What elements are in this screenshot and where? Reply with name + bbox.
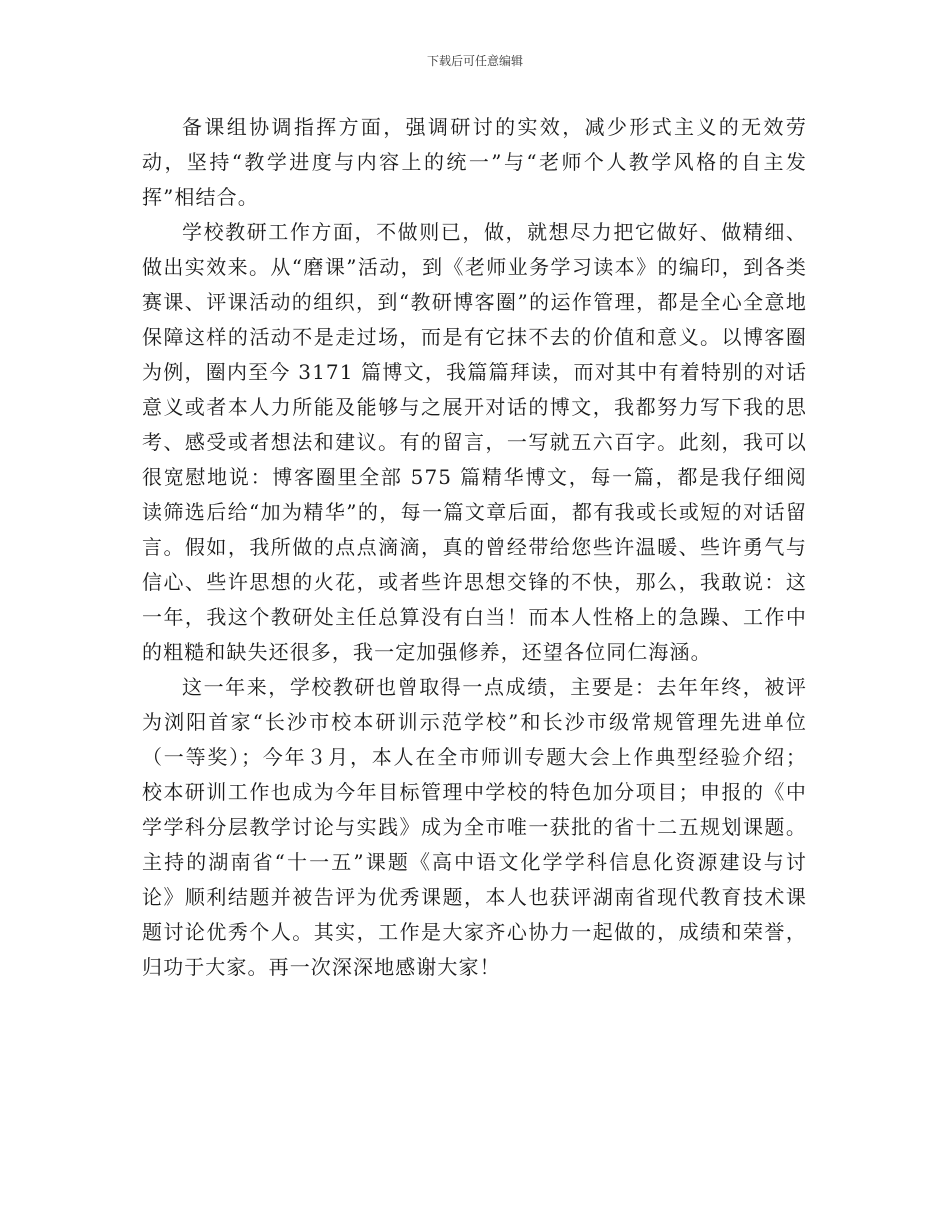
paragraph-achievements: 这一年来，学校教研也曾取得一点成绩，主要是：去年年终，被评为浏阳首家“长沙市校本研训示范学校”和长沙市级常规管理先进单位（一等奖）；今年３月，本人在全市师训专题大会上作典型经验介绍；校本研训工作也成为今年目标管理中学校的特色加分项目；申报的《中学学科分层教学讨论与实践》成为全市唯一获批的省十二五规划课题。主持的湖南省“十一五”课题《高中语文化学学科信息化资源建设与讨论》顺利结题并被告评为优秀课题，本人也获评湖南省现代教育技术课题讨论优秀个人。其实，工作是大家齐心协力一起做的，成绩和荣誉，归功于大家。再一次深深地感谢大家！ xyxy=(142,675,807,979)
paragraph-lesson-prep: 备课组协调指挥方面，强调研讨的实效，减少形式主义的无效劳动，坚持“教学进度与内容上的统一”与“老师个人教学风格的自主发挥”相结合。 xyxy=(142,115,807,209)
paragraph-teaching-research: 学校教研工作方面，不做则已，做，就想尽力把它做好、做精细、做出实效来。从“磨课”活动，到《老师业务学习读本》的编印，到各类赛课、评课活动的组织，到“教研博客圈”的运作管理，都是全心全意地保障这样的活动不是走过场，而是有它抹不去的价值和意义。以博客圈为例，圈内至今 3171 篇博文，我篇篇拜读，而对其中有着特别的对话意义或者本人力所能及能够与之展开对话的博文，我都努力写下我的思考、感受或者想法和建议。有的留言，一写就五六百字。此刻，我可以很宽慰地说：博客圈里全部 575 篇精华博文，每一篇，都是我仔细阅读筛选后给“加为精华”的，每一篇文章后面，都有我或长或短的对话留言。假如，我所做的点点滴滴，真的曾经带给您些许温暖、些许勇气与信心、些许思想的火花，或者些许思想交锋的不快，那么，我敢说：这一年，我这个教研处主任总算没有白当！而本人性格上的急躁、工作中的粗糙和缺失还很多，我一定加强修养，还望各位同仁海涵。 xyxy=(142,220,807,664)
page-header: 下载后可任意编辑 xyxy=(426,54,523,68)
document-body xyxy=(142,110,807,985)
